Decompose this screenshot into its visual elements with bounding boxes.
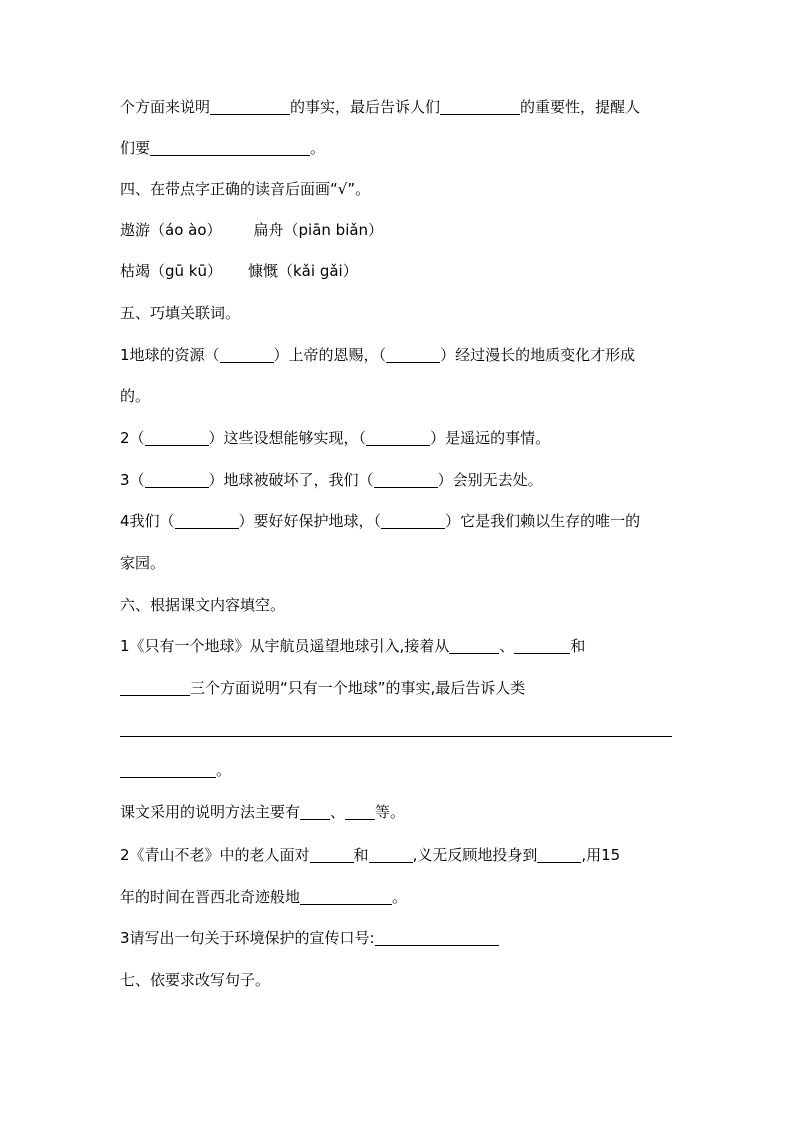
text-line: [120, 138, 325, 158]
text-segment: 3（: [120, 471, 145, 489]
pinyin-item: 扁舟（piān biǎn）: [253, 221, 384, 239]
text-line: [120, 97, 640, 117]
question-line: [120, 678, 525, 698]
fill-blank[interactable]: [514, 637, 570, 654]
section-5-heading: 五、巧填关联词。: [120, 304, 241, 322]
pinyin-row: [120, 261, 358, 281]
fill-blank[interactable]: [449, 637, 499, 654]
fill-blank[interactable]: [537, 846, 581, 863]
text-segment: 。: [392, 888, 408, 906]
question-line: [120, 802, 405, 822]
section-4-heading: 四、在带点字正确的读音后面画“√”。: [120, 180, 371, 198]
text-segment: 4我们（: [120, 512, 175, 530]
fill-blank[interactable]: [440, 98, 520, 115]
pinyin-row: [120, 220, 383, 240]
question-line: [120, 887, 407, 907]
text-segment: ,用15: [581, 846, 621, 864]
fill-blank[interactable]: [175, 512, 239, 529]
section-7-heading: 七、依要求改写句子。: [120, 971, 271, 989]
question-line: [120, 760, 231, 780]
fill-blank[interactable]: [145, 429, 209, 446]
text-segment: 的事实，最后告诉人们: [290, 98, 441, 116]
fill-blank[interactable]: [220, 346, 274, 363]
text-segment: 3请写出一句关于环境保护的宣传口号:: [120, 929, 375, 947]
fill-blank[interactable]: [300, 803, 330, 820]
pinyin-item: 枯竭（gū kū）: [120, 262, 222, 280]
text-segment: 1《只有一个地球》从宇航员遥望地球引入,接着从: [120, 637, 450, 655]
text-segment: ,义无反顾地投身到: [412, 846, 538, 864]
fill-blank[interactable]: [386, 346, 440, 363]
fill-blank[interactable]: [369, 846, 413, 863]
question-line: [120, 636, 585, 656]
question-line: [120, 845, 620, 865]
question-line: [120, 928, 499, 948]
fill-blank[interactable]: [300, 888, 392, 905]
fill-blank[interactable]: [366, 429, 430, 446]
text-segment: 和: [353, 846, 369, 864]
text-segment: 的重要性，提醒人: [520, 98, 641, 116]
text-segment: ）它是我们赖以生存的唯一的: [445, 512, 641, 530]
text-segment: ）要好好保护地球，（: [238, 512, 382, 530]
text-segment: ）这些设想能够实现，（: [208, 429, 367, 447]
fill-blank[interactable]: [150, 139, 310, 156]
text-segment: 年的时间在晋西北奇迹般地: [120, 888, 301, 906]
text-segment: 三个方面说明“只有一个地球”的事实,最后告诉人类: [190, 679, 526, 697]
fill-blank[interactable]: [145, 471, 209, 488]
answer-rule[interactable]: [120, 736, 672, 737]
text-segment: 和: [570, 637, 586, 655]
text-segment: 。: [310, 139, 326, 157]
fill-blank[interactable]: [120, 679, 190, 696]
fill-blank[interactable]: [210, 98, 290, 115]
text-segment: 个方面来说明: [120, 98, 211, 116]
fill-blank[interactable]: [375, 929, 499, 946]
fill-blank[interactable]: [310, 846, 354, 863]
text-segment: 2《青山不老》中的老人面对: [120, 846, 310, 864]
question-line: [120, 428, 550, 448]
question-line: [120, 470, 543, 490]
fill-blank[interactable]: [381, 512, 445, 529]
text-segment: 。: [216, 761, 232, 779]
question-line: [120, 511, 640, 531]
fill-blank[interactable]: [120, 761, 216, 778]
fill-blank[interactable]: [345, 803, 375, 820]
text-segment: 、: [499, 637, 515, 655]
fill-blank[interactable]: [374, 471, 438, 488]
text-segment: 等。: [375, 803, 406, 821]
text-segment: ）会别无去处。: [437, 471, 543, 489]
text-segment: ）地球被破坏了，我们（: [208, 471, 374, 489]
question-line: 的。: [120, 387, 151, 405]
text-segment: 2（: [120, 429, 145, 447]
section-6-heading: 六、根据课文内容填空。: [120, 596, 286, 614]
text-segment: ）上帝的恩赐，（: [273, 346, 387, 364]
text-segment: 1地球的资源（: [120, 346, 220, 364]
question-line: 家园。: [120, 554, 166, 572]
text-segment: 、: [330, 803, 346, 821]
text-segment: 们要: [120, 139, 151, 157]
pinyin-item: 遨游（áo ào）: [120, 221, 222, 239]
question-line: [120, 345, 635, 365]
text-segment: 课文采用的说明方法主要有: [120, 803, 301, 821]
text-segment: ）是遥远的事情。: [430, 429, 551, 447]
pinyin-item: 慷慨（kǎi gǎi）: [248, 262, 358, 280]
text-segment: ）经过漫长的地质变化才形成: [440, 346, 636, 364]
